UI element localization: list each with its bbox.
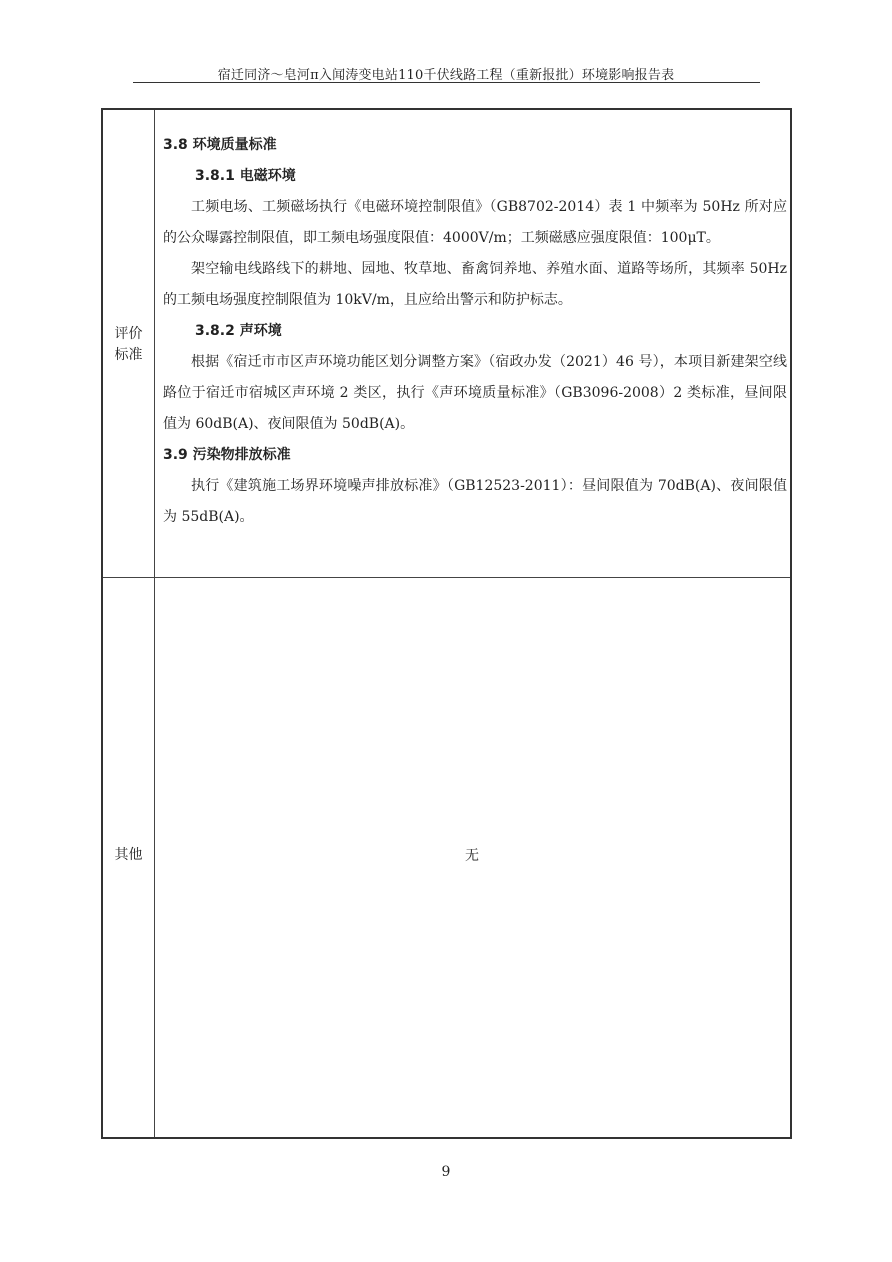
column-divider: [154, 110, 155, 1137]
other-content: 无: [465, 848, 479, 864]
paragraph-construction-noise: 执行《建筑施工场界环境噪声排放标准》（GB12523-2011）：昼间限值为 70dB(A)、夜间限值为 55dB(A)。: [163, 478, 787, 525]
document-header: 宿迁同济～皂河π入闻涛变电站110千伏线路工程（重新报批）环境影响报告表: [217, 68, 675, 83]
page-number: 9: [441, 1164, 451, 1180]
section-heading-3-9: 3.9 污染物排放标准: [163, 447, 291, 463]
row-label-line-2: 标准: [114, 347, 143, 363]
standards-table: [101, 108, 792, 1139]
paragraph-overhead-line-limits: 架空输电线路线下的耕地、园地、牧草地、畜禽饲养地、养殖水面、道路等场所，其频率 50Hz 的工频电场强度控制限值为 10kV/m，且应给出警示和防护标志。: [163, 261, 787, 308]
section-heading-3-8-2: 3.8.2 声环境: [195, 323, 282, 339]
paragraph-acoustic-environment: 根据《宿迁市市区声环境功能区划分调整方案》（宿政办发（2021）46 号），本项目新建架空线路位于宿迁市宿城区声环境 2 类区，执行《声环境质量标准》（GB3096-2008）2 类标准，昼间限值为 60dB(A)、夜间限值为 50dB(A)。: [163, 354, 787, 432]
header-rule: [133, 82, 760, 83]
section-heading-3-8: 3.8 环境质量标准: [163, 137, 277, 153]
row-label-line-1: 评价: [114, 326, 143, 342]
row-label-evaluation-standards: [103, 324, 154, 366]
row-label-other: 其他: [114, 847, 143, 863]
paragraph-electromagnetic-limits: 工频电场、工频磁场执行《电磁环境控制限值》（GB8702-2014）表 1 中频率为 50Hz 所对应的公众曝露控制限值，即工频电场强度限值：4000V/m；工频磁感应强度限值：100μT。: [163, 199, 787, 246]
row-divider: [103, 577, 790, 578]
evaluation-standards-content: [163, 130, 787, 533]
section-heading-3-8-1: 3.8.1 电磁环境: [195, 168, 296, 184]
